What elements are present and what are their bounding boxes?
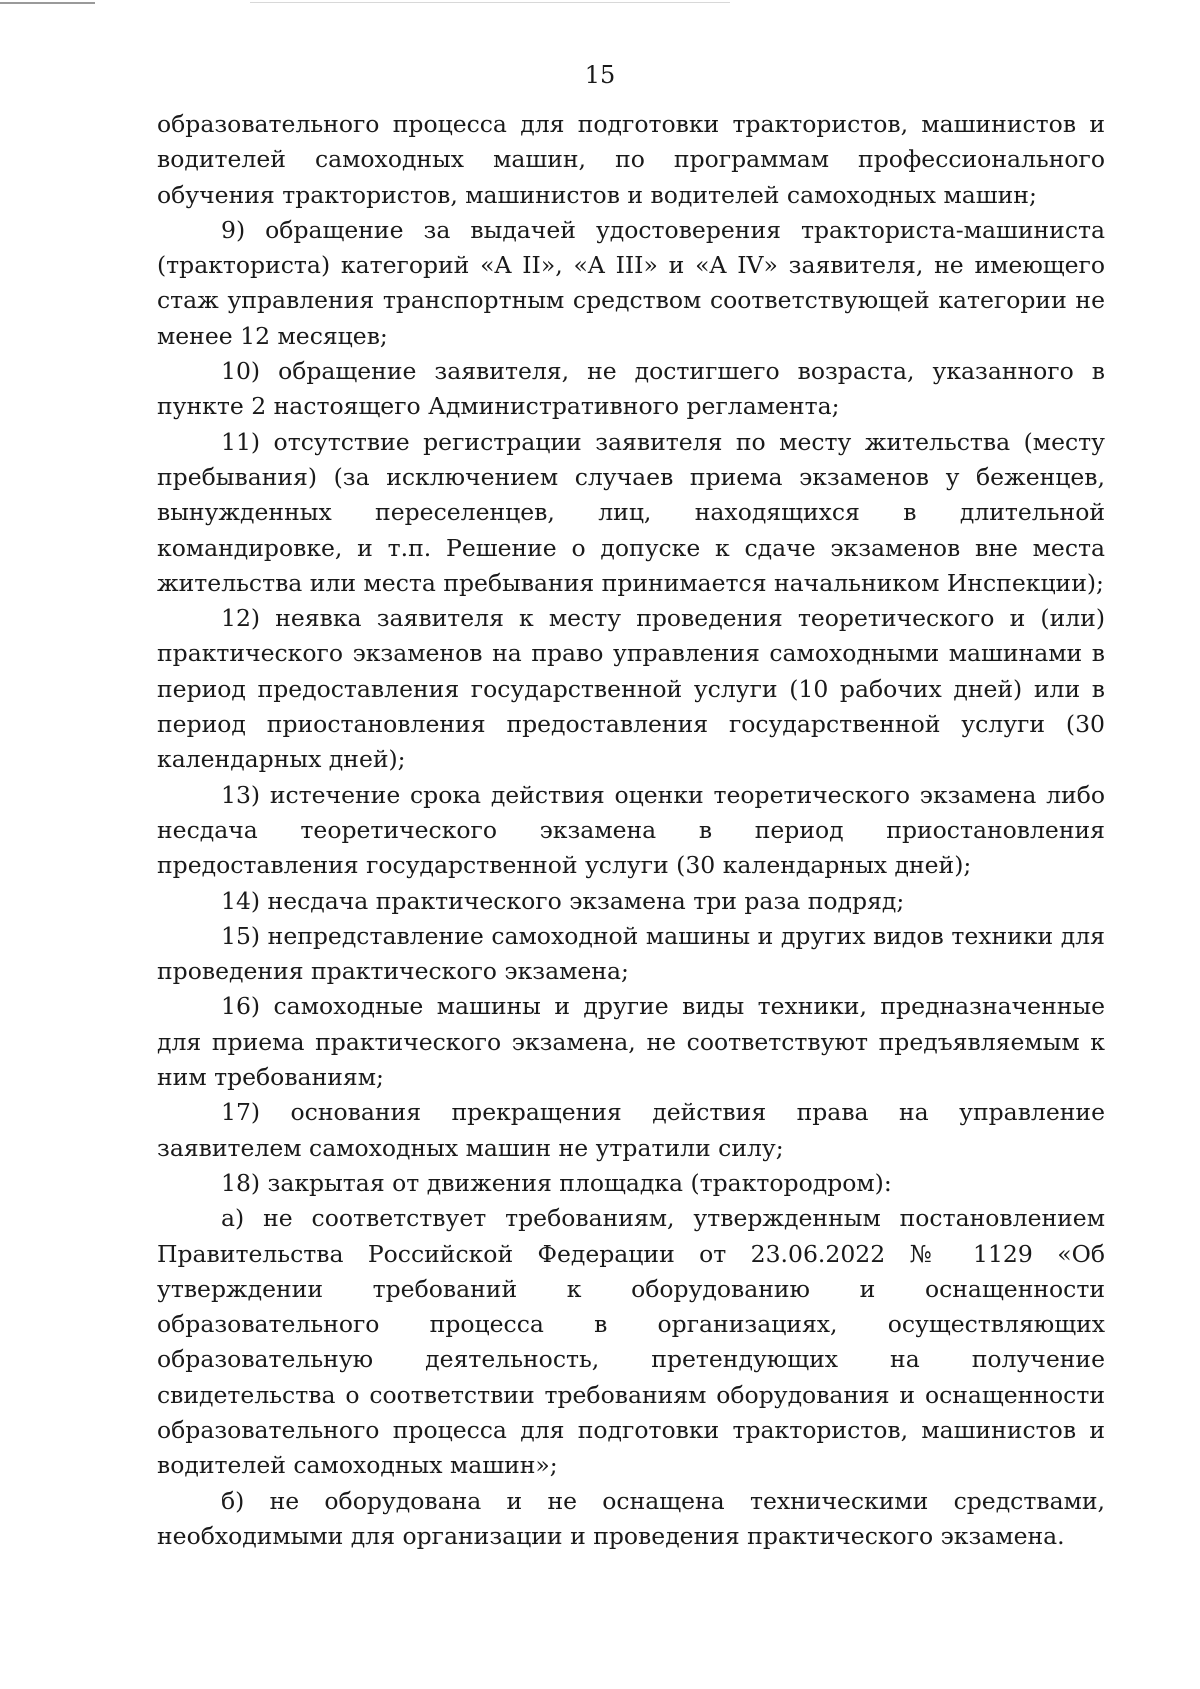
list-item-10: 10) обращение заявителя, не достигшего возраста, указанного в пункте 2 настоящего Административного регламента; xyxy=(157,357,1105,421)
paragraph-continuation: образовательного процесса для подготовки трактористов, машинистов и водителей самоходных машин, по программам профессионального обучения трактористов, машинистов и водителей самоходных машин; xyxy=(157,110,1105,209)
scan-edge-mark xyxy=(0,2,95,4)
list-item-11: 11) отсутствие регистрации заявителя по месту жительства (месту пребывания) (за исключением случаев приема экзаменов у беженцев, вынужденных переселенцев, лиц, находящихся в длительной командировке, и т.п. Решение о допуске к сдаче экзаменов вне места жительства или места пребывания принимается начальником Инспекции); xyxy=(157,427,1105,597)
list-item-16: 16) самоходные машины и другие виды техники, предназначенные для приема практического экзамена, не соответствуют предъявляемым к ним требованиям; xyxy=(157,992,1105,1092)
sub-item-a: а) не соответствует требованиям, утвержденным постановлением Правительства Российской Федерации от 23.06.2022 № 1129 «Об утверждении требований к оборудованию и оснащенности образовательного процесса в организациях, осуществляющих образовательную деятельность, претендующих на получение свидетельства о соответствии требованиям оборудования и оснащенности образовательного процесса для подготовки трактористов, машинистов и водителей самоходных машин»; xyxy=(157,1204,1105,1480)
scan-edge-mark xyxy=(250,2,730,3)
document-body xyxy=(157,107,1105,1554)
list-item-17: 17) основания прекращения действия права на управление заявителем самоходных машин не утратили силу; xyxy=(157,1098,1105,1162)
list-item-9: 9) обращение за выдачей удостоверения тракториста-машиниста (тракториста) категорий «A II», «A III» и «A IV» заявителя, не имеющего стаж управления транспортным средством соответствующей категории не менее 12 месяцев; xyxy=(157,215,1105,350)
list-item-13: 13) истечение срока действия оценки теоретического экзамена либо несдача теоретического экзамена в период приостановления предоставления государственной услуги (30 календарных дней); xyxy=(157,780,1105,880)
page-number: 15 xyxy=(584,61,616,89)
sub-item-b: б) не оборудована и не оснащена техническими средствами, необходимыми для организации и проведения практического экзамена. xyxy=(157,1486,1105,1550)
list-item-18: 18) закрытая от движения площадка (трактородром): xyxy=(221,1168,892,1197)
list-item-14: 14) несдача практического экзамена три раза подряд; xyxy=(221,886,905,915)
list-item-15: 15) непредставление самоходной машины и других видов техники для проведения практического экзамена; xyxy=(157,921,1105,986)
list-item-12: 12) неявка заявителя к месту проведения теоретического и (или) практического экзаменов на право управления самоходными машинами в период предоставления государственной услуги (10 рабочих дней) или в период приостановления предоставления государственной услуги (30 календарных дней); xyxy=(157,604,1105,774)
